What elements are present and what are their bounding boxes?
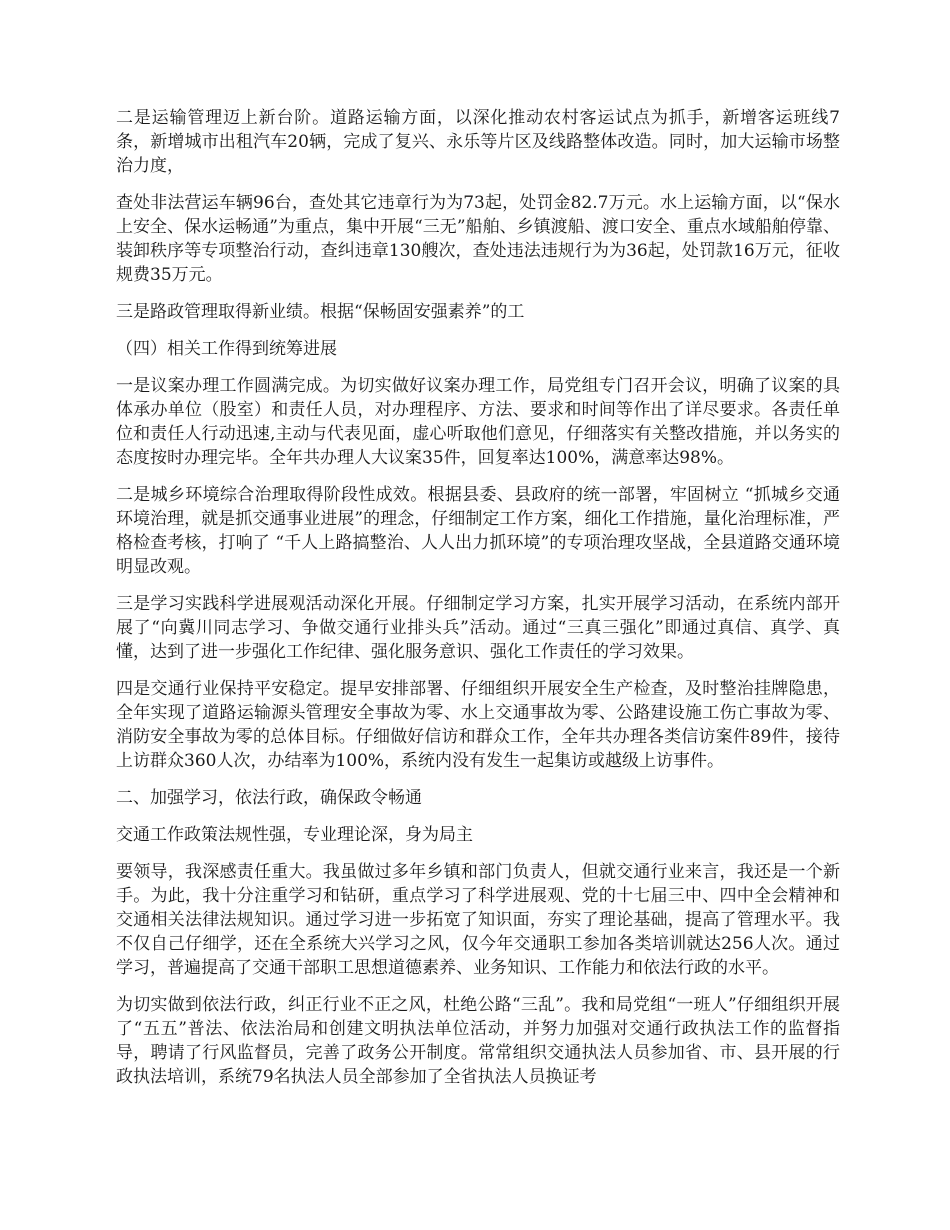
paragraph-illegal-vehicles: 查处非法营运车辆96台，查处其它违章行为为73起，处罚金82.7万元。水上运输方面，以“保水上安全、保水运畅通”为重点，集中开展“三无”船舶、乡镇渡船、渡口安全、重点水域船舶停靠、装卸秩序等专项整治行动，查纠违章130艘次，查处违法违规行为为36起，处罚款16万元，征收规费35万元。	[116, 193, 840, 285]
paragraph-leadership-study: 要领导，我深感责任重大。我虽做过多年乡镇和部门负责人，但就交通行业来言，我还是一个新手。为此，我十分注重学习和钻研，重点学习了科学进展观、党的十七届三中、四中全会精神和交通相关法律法规知识。通过学习进一步拓宽了知识面，夯实了理论基础，提高了管理水平。我不仅自己仔细学，还在全系统大兴学习之风，仅今年交通职工参加各类培训就达256人次。通过学习，普遍提高了交通干部职工思想道德素养、业务知识、工作能力和依法行政的水平。	[116, 862, 840, 978]
paragraph-policy-intro: 交通工作政策法规性强，专业理论深，身为局主	[116, 825, 473, 845]
section-heading-related-work: （四）相关工作得到统筹进展	[116, 339, 337, 359]
section-heading-learning: 二、加强学习，依法行政，确保政令畅通	[116, 788, 422, 808]
paragraph-law-enforcement: 为切实做到依法行政，纠正行业不正之风，杜绝公路“三乱”。我和局党组“一班人”仔细组织开展了“五五”普法、依法治局和创建文明执法单位活动，并努力加强对交通行政执法工作的监督指导，聘请了行风监督员，完善了政务公开制度。常常组织交通执法人员参加省、市、县开展的行政执法培训，系统79名执法人员全部参加了全省执法人员换证考	[116, 995, 840, 1087]
paragraph-motion-handling: 一是议案办理工作圆满完成。为切实做好议案办理工作，局党组专门召开会议，明确了议案的具体承办单位（股室）和责任人员，对办理程序、方法、要求和时间等作出了详尽要求。各责任单位和责任人行动迅速,主动与代表见面，虚心听取他们意见，仔细落实有关整改措施，并以务实的态度按时办理完毕。全年共办理人大议案35件，回复率达100%，满意率达98%。	[116, 376, 840, 468]
paragraph-environment-governance: 二是城乡环境综合治理取得阶段性成效。根据县委、县政府的统一部署，牢固树立 “抓城乡交通环境治理，就是抓交通事业进展”的理念，仔细制定工作方案，细化工作措施，量化治理标准，严格检查考核，打响了 “千人上路搞整治、人人出力抓环境”的专项治理攻坚战，全县道路交通环境明显改观。	[116, 485, 840, 577]
paragraph-safety-stability: 四是交通行业保持平安稳定。提早安排部署、仔细组织开展安全生产检查，及时整治挂牌隐患，全年实现了道路运输源头管理安全事故为零、水上交通事故为零、公路建设施工伤亡事故为零、消防安全事故为零的总体目标。仔细做好信访和群众工作，全年共办理各类信访案件89件，接待上访群众360人次，办结率为100%，系统内没有发生一起集访或越级上访事件。	[116, 679, 840, 771]
document-body	[116, 106, 840, 1102]
paragraph-transport-management: 二是运输管理迈上新台阶。道路运输方面，以深化推动农村客运试点为抓手，新增客运班线7条，新增城市出租汽车20辆，完成了复兴、永乐等片区及线路整体改造。同时，加大运输市场整治力度，	[116, 108, 840, 176]
paragraph-road-administration: 三是路政管理取得新业绩。根据“保畅固安强素养”的工	[116, 302, 525, 322]
paragraph-study-practice: 三是学习实践科学进展观活动深化开展。仔细制定学习方案，扎实开展学习活动，在系统内部开展了“向冀川同志学习、争做交通行业排头兵”活动。通过“三真三强化”即通过真信、真学、真懂，达到了进一步强化工作纪律、强化服务意识、强化工作责任的学习效果。	[116, 594, 840, 662]
